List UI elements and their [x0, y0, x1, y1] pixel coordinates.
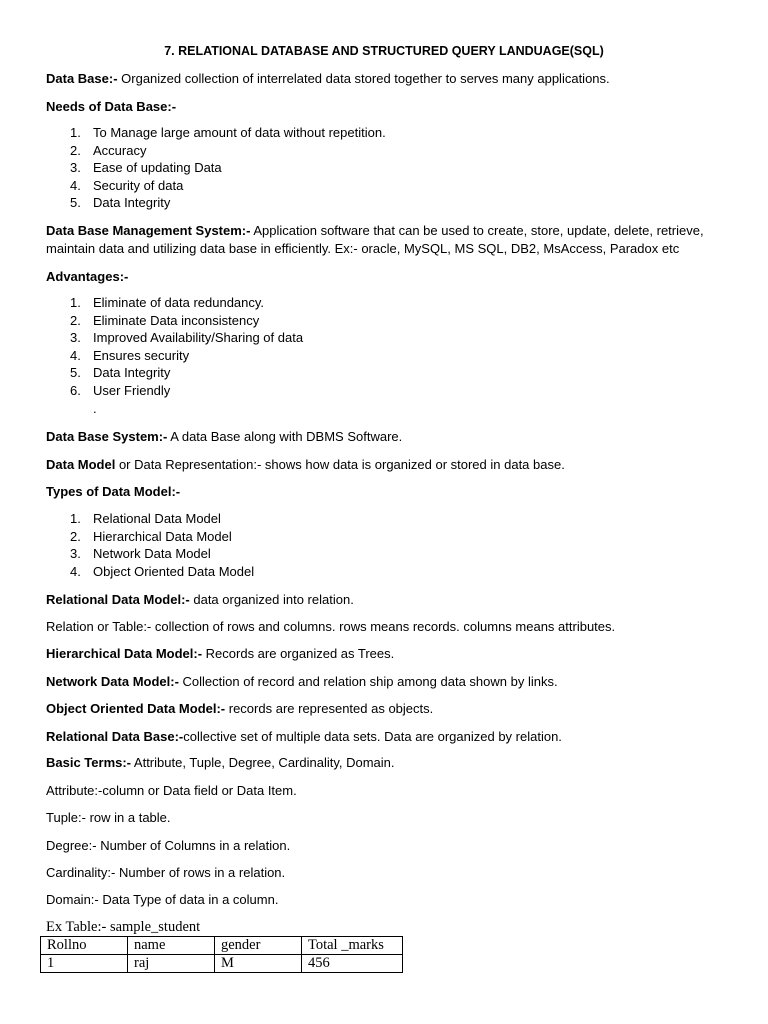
table-header-cell: gender: [215, 937, 302, 955]
dbs-definition: Data Base System:- A data Base along with DBMS Software.: [46, 429, 403, 444]
list-item: 5. Data Integrity: [70, 365, 171, 381]
relational-model-definition: Relational Data Model:- data organized into relation.: [46, 592, 354, 607]
relational-db-definition: Relational Data Base:-collective set of multiple data sets. Data are organized by relation.: [46, 729, 562, 744]
needs-heading: Needs of Data Base:-: [46, 99, 177, 114]
list-item: 3. Improved Availability/Sharing of data: [70, 330, 304, 346]
cardinality-definition: Cardinality:- Number of rows in a relation.: [46, 865, 286, 880]
table-cell: raj: [128, 955, 215, 973]
page-title: 7. RELATIONAL DATABASE AND STRUCTURED QUERY LANDUAGE(SQL): [164, 44, 604, 58]
advantages-list: [46, 294, 303, 417]
list-item: 4. Object Oriented Data Model: [70, 563, 255, 579]
list-item: 3. Ease of updating Data: [70, 160, 222, 176]
table-cell: M: [215, 955, 302, 973]
dbms-definition: Data Base Management System:- Application software that can be used to create, store, update, delete, retrieve, maintain data and utilizing data base in efficiently. Ex:- oracle, MySQL, MS SQL, DB2, MsAccess, Paradox etc: [46, 223, 704, 256]
list-item: 3. Network Data Model: [70, 546, 211, 562]
database-definition: Data Base:- Organized collection of interrelated data stored together to serves many applications.: [46, 71, 610, 86]
table-cell: 456: [302, 955, 403, 973]
list-item: 2. Accuracy: [70, 142, 147, 158]
table-cell: 1: [41, 955, 128, 973]
list-item: 1. Relational Data Model: [70, 511, 221, 526]
attribute-definition: Attribute:-column or Data field or Data Item.: [46, 783, 297, 798]
list-item: 5. Data Integrity: [70, 195, 171, 211]
network-model-definition: Network Data Model:- Collection of record and relation ship among data shown by links.: [46, 674, 558, 689]
hierarchical-model-definition: Hierarchical Data Model:- Records are organized as Trees.: [46, 646, 395, 661]
list-item: 4. Ensures security: [70, 347, 190, 363]
domain-definition: Domain:- Data Type of data in a column.: [46, 892, 279, 907]
advantages-heading: Advantages:-: [46, 269, 129, 284]
example-caption: Ex Table:- sample_student: [46, 919, 201, 935]
table-header-row: [41, 937, 403, 955]
example-table: [40, 936, 403, 973]
basic-terms: Basic Terms:- Attribute, Tuple, Degree, Cardinality, Domain.: [46, 755, 395, 770]
table-header-cell: name: [128, 937, 215, 955]
list-item: 2. Eliminate Data inconsistency: [70, 312, 260, 328]
relation-table-definition: Relation or Table:- collection of rows and columns. rows means records. columns means attributes.: [46, 619, 616, 634]
table-header-cell: Total _marks: [302, 937, 403, 955]
data-model-definition: Data Model or Data Representation:- shows how data is organized or stored in data base.: [46, 457, 565, 472]
tuple-definition: Tuple:- row in a table.: [46, 810, 171, 825]
list-item: .: [93, 400, 97, 416]
list-item: 6. User Friendly: [70, 382, 171, 398]
oo-model-definition: Object Oriented Data Model:- records are represented as objects.: [46, 701, 434, 716]
degree-definition: Degree:- Number of Columns in a relation.: [46, 838, 291, 853]
table-row: [41, 955, 403, 973]
types-heading: Types of Data Model:-: [46, 484, 181, 499]
list-item: 1. To Manage large amount of data without repetition.: [70, 125, 386, 140]
types-list: [46, 510, 254, 580]
table-header-cell: Rollno: [41, 937, 128, 955]
list-item: 2. Hierarchical Data Model: [70, 528, 232, 544]
list-item: 4. Security of data: [70, 177, 184, 193]
needs-list: [46, 124, 386, 212]
list-item: 1. Eliminate of data redundancy.: [70, 295, 265, 310]
